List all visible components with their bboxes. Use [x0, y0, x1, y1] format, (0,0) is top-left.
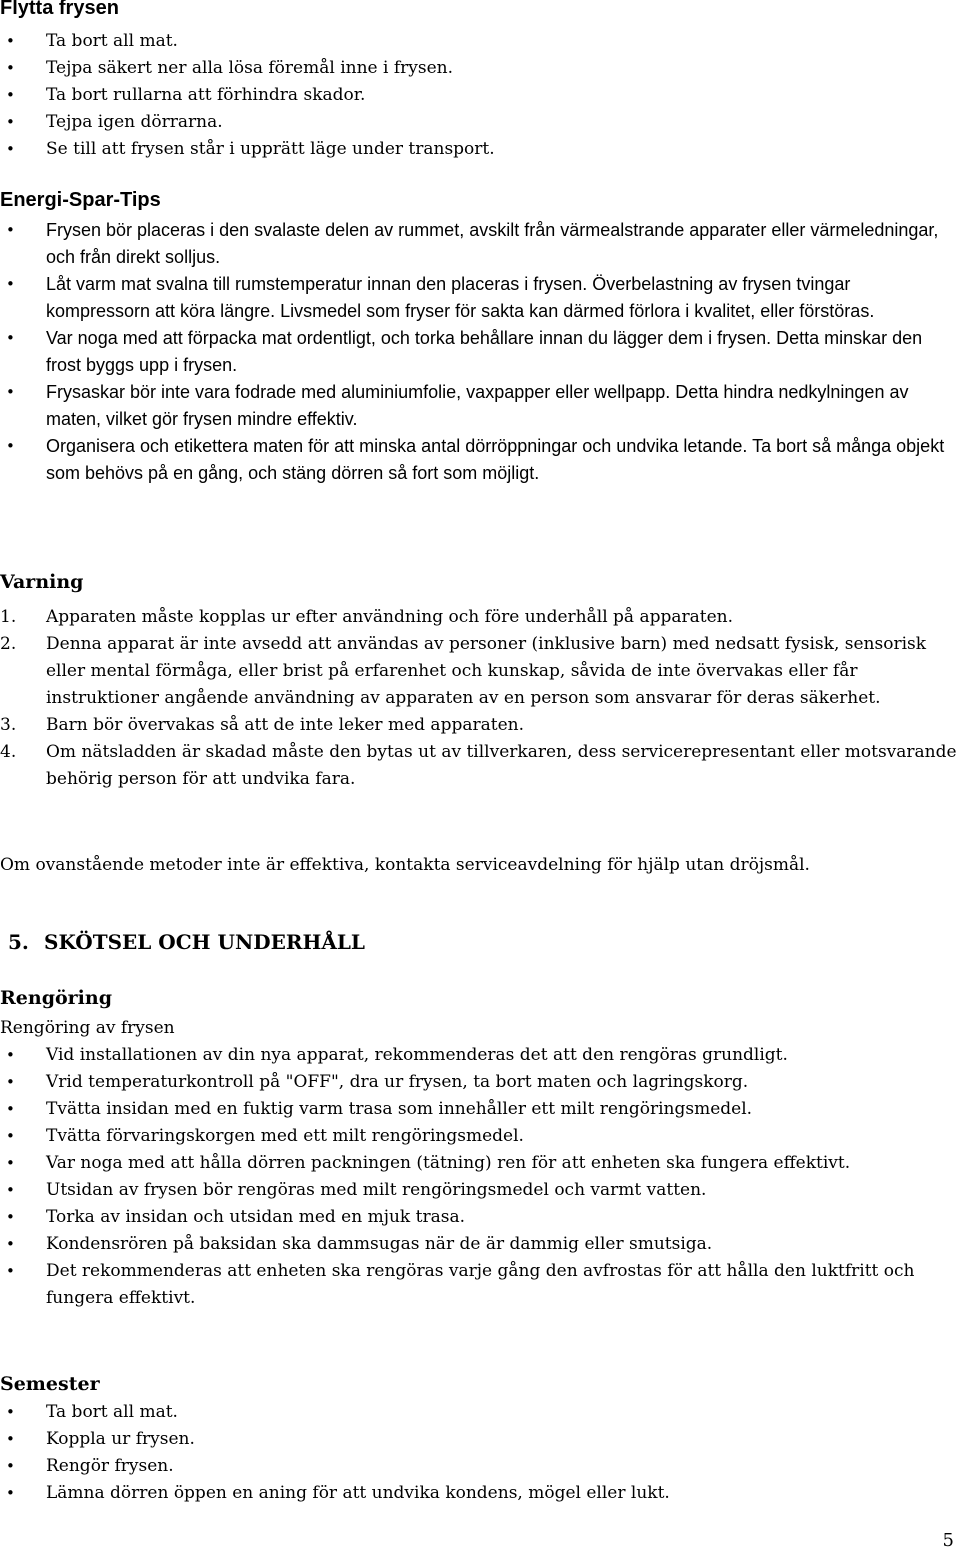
section-title [0, 930, 958, 954]
item-number: 3. [0, 715, 17, 735]
heading-energy-tips: Energi-Spar-Tips [0, 189, 161, 211]
list-vacation [0, 1399, 958, 1507]
item-number: 1. [0, 607, 17, 627]
list-item: • Ta bort all mat. [0, 28, 958, 55]
list-item: • Låt varm mat svalna till rumstemperatur innan den placeras i frysen. Överbelastning av frysen tvingar kompressorn att köra längre. Livsmedel som fryser för sakta kan därmed förlora i kvalitet, eller förstöras. [0, 271, 958, 325]
list-item: • Koppla ur frysen. [0, 1426, 958, 1453]
list-item: • Tvätta förvaringskorgen med ett milt rengöringsmedel. [0, 1123, 958, 1150]
numbered-item [0, 712, 958, 739]
heading-vacation: Semester [0, 1373, 100, 1395]
list-item: • Var noga med att förpacka mat ordentligt, och torka behållare innan du lägger dem i frysen. Detta minskar den frost byggs upp i frysen. [0, 325, 958, 379]
subheading-cleaning: Rengöring av frysen [0, 1018, 175, 1038]
item-text: Barn bör övervakas så att de inte leker med apparaten. [46, 715, 524, 735]
numbered-item [0, 739, 958, 793]
list-item: • Ta bort all mat. [0, 1399, 958, 1426]
page-number: 5 [942, 1530, 954, 1551]
heading-warning: Varning [0, 571, 84, 593]
numbered-item [0, 631, 958, 712]
item-text: Denna apparat är inte avsedd att användas av personer (inklusive barn) med nedsatt fysisk, sensorisk eller mental förmåga, eller brist på erfarenhet och kunskap, såvida de inte övervakas eller får instruktioner angående användning av apparaten av en person som ansvarar för deras säkerhet. [46, 634, 927, 708]
list-item: • Organisera och etikettera maten för att minska antal dörröppningar och undvika letande. Ta bort så många objekt som behövs på en gång, och stäng dörren så fort som möjligt. [0, 433, 958, 487]
list-item: • Se till att frysen står i upprätt läge under transport. [0, 136, 958, 163]
list-item: • Torka av insidan och utsidan med en mjuk trasa. [0, 1204, 958, 1231]
section-title-text: SKÖTSEL OCH UNDERHÅLL [44, 930, 365, 954]
list-cleaning [0, 1042, 958, 1312]
section-number: 5. [8, 930, 29, 954]
list-item: • Vid installationen av din nya apparat, rekommenderas det att den rengöras grundligt. [0, 1042, 958, 1069]
item-text: Apparaten måste kopplas ur efter användning och före underhåll på apparaten. [46, 607, 734, 627]
item-text: Om nätsladden är skadad måste den bytas ut av tillverkaren, dess servicerepresentant eller motsvarande behörig person för att undvika fara. [46, 742, 957, 789]
heading-cleaning: Rengöring [0, 987, 112, 1009]
item-number: 2. [0, 634, 17, 654]
list-item: • Frysaskar bör inte vara fodrade med aluminiumfolie, vaxpapper eller wellpapp. Detta hindra nedkylningen av maten, vilket gör frysen mindre effektiv. [0, 379, 958, 433]
item-number: 4. [0, 742, 17, 762]
numbered-item [0, 604, 958, 631]
list-moving [0, 28, 958, 163]
list-item: • Kondensrören på baksidan ska dammsugas när de är dammig eller smutsiga. [0, 1231, 958, 1258]
list-item: • Var noga med att hålla dörren packningen (tätning) ren för att enheten ska fungera effektivt. [0, 1150, 958, 1177]
list-energy-tips [0, 217, 958, 487]
service-note: Om ovanstående metoder inte är effektiva, kontakta serviceavdelning för hjälp utan dröjsmål. [0, 855, 810, 875]
list-item: • Vrid temperaturkontroll på "OFF", dra ur frysen, ta bort maten och lagringskorg. [0, 1069, 958, 1096]
list-item: • Lämna dörren öppen en aning för att undvika kondens, mögel eller lukt. [0, 1480, 958, 1507]
list-warning [0, 604, 958, 793]
list-item: • Utsidan av frysen bör rengöras med milt rengöringsmedel och varmt vatten. [0, 1177, 958, 1204]
list-item: • Tejpa igen dörrarna. [0, 109, 958, 136]
list-item: • Det rekommenderas att enheten ska rengöras varje gång den avfrostas för att hålla den luktfritt och fungera effektivt. [0, 1258, 958, 1312]
heading-moving: Flytta frysen [0, 0, 119, 19]
list-item: • Rengör frysen. [0, 1453, 958, 1480]
list-item: • Tvätta insidan med en fuktig varm trasa som innehåller ett milt rengöringsmedel. [0, 1096, 958, 1123]
list-item: • Ta bort rullarna att förhindra skador. [0, 82, 958, 109]
list-item: • Tejpa säkert ner alla lösa föremål inne i frysen. [0, 55, 958, 82]
list-item: • Frysen bör placeras i den svalaste delen av rummet, avskilt från värmealstrande apparater eller värmeledningar, och från direkt solljus. [0, 217, 958, 271]
